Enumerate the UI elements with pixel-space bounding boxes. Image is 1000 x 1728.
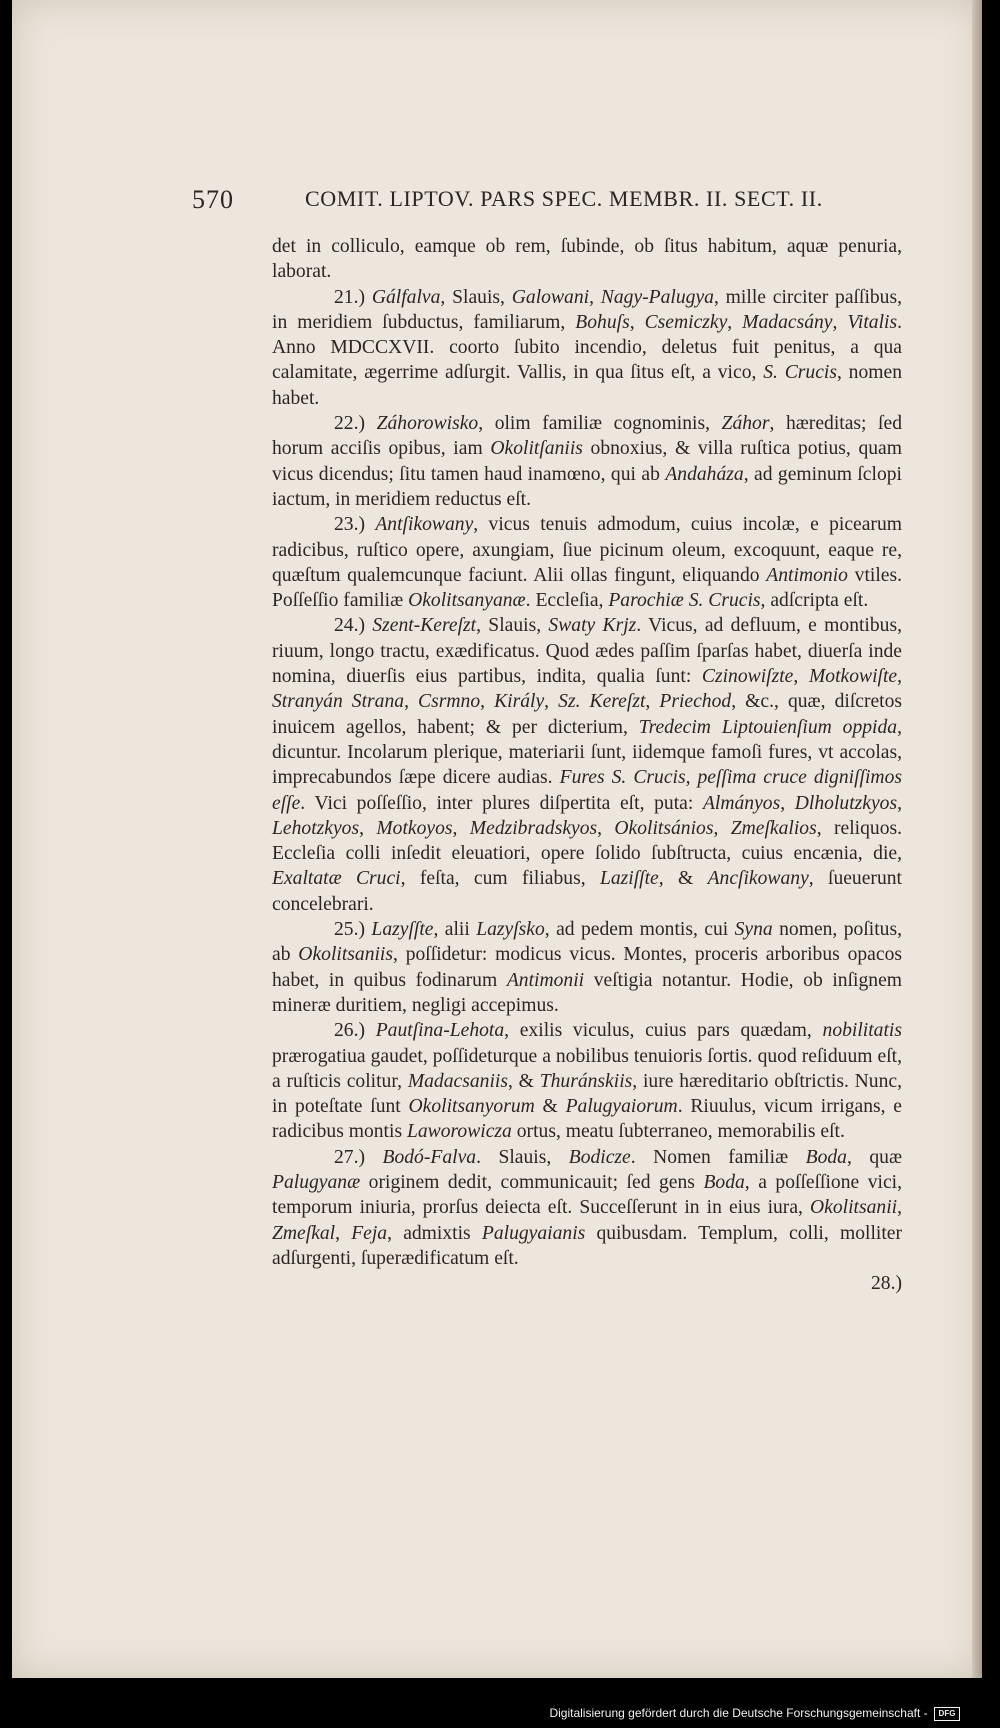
page-header xyxy=(192,185,892,219)
text-run: & xyxy=(534,1096,566,1118)
italic-text: Stranyán Strana xyxy=(272,691,405,713)
page-number: 570 xyxy=(192,185,234,214)
text-run: , xyxy=(480,691,495,713)
italic-text: Czinowiſzte xyxy=(701,666,794,688)
page-edge xyxy=(972,0,982,1678)
text-run: , & xyxy=(507,1070,540,1092)
italic-text: Király xyxy=(494,691,545,713)
text-run: ortus, meatu ſubterraneo, memorabilis eſt. xyxy=(511,1121,845,1143)
text-run: , mille circiter paſſibus, in meridiem ſubductus, familiarum, xyxy=(272,286,903,333)
text-run: , xyxy=(335,1222,352,1244)
running-head: COMIT. LIPTOV. PARS SPEC. MEMBR. II. SECT. II. xyxy=(305,186,823,211)
text-run: . Anno MDCCXVII. coorto ſubito incendio, deletus fuit penitus, a qua calamitate, ægerrime adſurgit. Vallis, in qua ſitus eſt, a vico, xyxy=(272,311,902,384)
text-run: , xyxy=(832,311,848,333)
text-run: , vicus tenuis admodum, cuius incolæ, e picearum radicibus, ruſtico opere, axungiam, ſiue picinum oleum, excoquunt, eaque re, quæſtum qualemcunque faciunt. Alii ollas fingunt, eliquando xyxy=(272,514,902,586)
text-run: , Slauis, xyxy=(440,286,512,308)
text-run: , & xyxy=(658,868,708,890)
italic-text: Thuránskiis xyxy=(539,1070,633,1092)
text-run: , xyxy=(645,691,660,713)
italic-text: Okolitſaniis xyxy=(490,438,583,460)
italic-text: Csrmno xyxy=(418,691,481,713)
text-run: , reliquos. Eccleſia colli inſedit eleuatiori, opere ſolido ſubſtructa, cuius encænia, die, xyxy=(272,817,903,865)
italic-text: Galowani xyxy=(511,286,590,308)
text-run: obnoxius, & villa ruſtica potius, quam vicus dicendus; ſitu tamen haud inamœno, qui ab xyxy=(272,438,902,485)
italic-text: Exaltatæ Cruci xyxy=(272,868,401,890)
text-run: . Vici poſſeſſio, inter plures diſpertita eſt, puta: xyxy=(300,792,703,814)
text-run: 23.) xyxy=(334,514,376,536)
dfg-logo-icon: DFG xyxy=(934,1707,960,1721)
italic-text: Andaháza xyxy=(665,463,744,485)
italic-text: Pautſina-Lehota xyxy=(375,1020,505,1042)
italic-text: Feja xyxy=(351,1222,388,1244)
text-run: prærogatiua gaudet, poſſideturque a nobilibus tenuioris ſortis. quod reſiduum eſt, a ruſticis colitur, xyxy=(272,1045,902,1092)
paragraph xyxy=(272,1145,902,1271)
italic-text: Syna xyxy=(734,919,773,941)
italic-text: Csemiczky xyxy=(644,311,728,333)
text-run: , a poſſeſſione vici, temporum iniuria, prorſus deiecta eſt. Succeſſerunt in in eius iura, xyxy=(272,1171,902,1219)
text-run: . Riuulus, vicum irrigans, e radicibus montis xyxy=(272,1096,902,1143)
italic-text: Parochiæ S. Crucis xyxy=(608,590,761,612)
italic-text: Bohuſs xyxy=(575,311,630,333)
italic-text: Medzibradskyos xyxy=(469,817,598,839)
text-run: . Vicus, ad defluum, e montibus, riuum, longo tractu, exædificatus. Quod ædes paſſim ſparſas habet, diuerſa inde nomina, diuerſis eius partibus, indita, qualia ſunt: xyxy=(272,615,902,688)
italic-text: Laworowicza xyxy=(406,1121,512,1143)
text-run: det in colliculo, eamque ob rem, ſubinde, ob ſitus habitum, aquæ penuria, laborat. xyxy=(272,236,902,283)
book-page xyxy=(12,0,982,1678)
italic-text: Madacsány xyxy=(742,311,833,333)
italic-text: Okolitsanyorum xyxy=(408,1096,535,1118)
italic-text: Almányos xyxy=(702,792,781,814)
italic-text: Dlholutzkyos xyxy=(794,792,898,814)
text-run: , xyxy=(727,311,743,333)
text-run: 24.) xyxy=(334,615,373,637)
paragraph xyxy=(272,512,902,613)
text-run: , poſſidetur: modicus vicus. Montes, proceris arboribus opacos habet, in quibus fodinarum xyxy=(272,944,902,991)
italic-text: Priechod xyxy=(659,691,732,713)
italic-text: Palugyaiorum xyxy=(565,1096,678,1118)
text-run: , Slauis, xyxy=(476,615,549,637)
text-run: veſtigia notantur. Hodie, ob inſignem mineræ duritiem, negligi accepimus. xyxy=(272,969,903,1016)
italic-text: Okolitsanyanæ xyxy=(408,590,526,612)
text-run: , ad pedem montis, cui xyxy=(544,919,735,941)
text-run: . Nomen familiæ xyxy=(630,1146,806,1168)
italic-text: Okolitsánios xyxy=(614,817,714,839)
italic-text: Motkowiſte xyxy=(808,666,898,688)
italic-text: Madacsaniis xyxy=(407,1070,508,1092)
italic-text: Záhor xyxy=(721,413,770,435)
text-run: , adſcripta eſt. xyxy=(760,590,869,612)
funding-credit-text: Digitalisierung gefördert durch die Deutsche Forschungsgemeinschaft - xyxy=(549,1706,928,1720)
italic-text: Antimonii xyxy=(506,969,585,991)
italic-text: Okolitsanii xyxy=(810,1197,898,1219)
italic-text: Zmeſkalios xyxy=(730,817,817,839)
italic-text: Sz. Kereſzt xyxy=(558,691,646,713)
italic-text: Lehotzkyos xyxy=(272,817,360,839)
italic-text: Boda xyxy=(703,1171,745,1193)
italic-text: Zmeſkal xyxy=(272,1222,336,1244)
catchword: 28.) xyxy=(870,1273,902,1295)
body-text xyxy=(272,234,902,1296)
text-run: , xyxy=(404,691,419,713)
italic-text: Antſikowany xyxy=(375,514,474,536)
italic-text: Bodicze xyxy=(568,1146,631,1168)
italic-text: S. Crucis xyxy=(763,362,837,384)
text-run: , xyxy=(897,792,902,814)
paragraph xyxy=(272,285,902,411)
text-run: 21.) xyxy=(334,286,372,308)
italic-text: Gálfalva xyxy=(371,286,441,308)
text-run: , xyxy=(544,691,559,713)
text-run: , xyxy=(793,666,809,688)
text-run: , xyxy=(780,792,795,814)
italic-text: Fures S. Crucis, peſſima cruce digniſſimos eſſe xyxy=(272,767,903,814)
text-run: . Eccleſia, xyxy=(525,590,609,612)
italic-text: Záhorowisko xyxy=(376,413,479,435)
text-run: nomen, poſitus, ab xyxy=(272,919,902,966)
italic-text: Motkoyos xyxy=(376,817,453,839)
text-run: , xyxy=(713,817,731,839)
footer-bar xyxy=(0,1678,1000,1728)
italic-text: Tredecim Liptouienſium oppida xyxy=(638,716,898,738)
italic-text: Bodó-Falva xyxy=(382,1146,477,1168)
text-run: , xyxy=(589,286,601,308)
paragraph xyxy=(272,1018,902,1144)
text-run: , xyxy=(897,1197,902,1219)
text-run: originem dedit, communicauit; ſed gens xyxy=(360,1171,704,1193)
text-run: . Slauis, xyxy=(476,1146,569,1168)
text-run: , ad geminum ſclopi iactum, in meridiem reductus eſt. xyxy=(272,463,902,510)
italic-text: nobilitatis xyxy=(822,1020,902,1042)
italic-text: Laziſſte xyxy=(599,868,659,890)
text-run: quibusdam. Templum, colli, molliter adſurgenti, ſuperædificatum eſt. xyxy=(272,1222,902,1269)
italic-text: Nagy-Palugya xyxy=(600,286,714,308)
text-run: 27.) xyxy=(334,1146,383,1168)
text-run: 25.) xyxy=(334,919,372,941)
text-run: , nomen habet. xyxy=(272,362,902,409)
italic-text: Vitalis xyxy=(847,311,898,333)
text-run: , exilis viculus, cuius pars quædam, xyxy=(504,1020,823,1042)
text-run: , hæreditas; ſed horum acciſis opibus, iam xyxy=(272,413,902,460)
text-run: , quæ xyxy=(846,1146,903,1168)
text-run: , xyxy=(359,817,377,839)
italic-text: Lazyſſte xyxy=(371,919,434,941)
italic-text: Szent-Kereſzt xyxy=(372,615,477,637)
italic-text: Palugyaianis xyxy=(481,1222,586,1244)
text-run: , xyxy=(897,666,903,688)
text-run: , xyxy=(597,817,615,839)
italic-text: Swaty Krjz xyxy=(548,615,637,637)
text-run: , olim familiæ cognominis, xyxy=(478,413,722,435)
text-run: , feſta, cum filiabus, xyxy=(400,868,600,890)
paragraph xyxy=(272,613,902,917)
paragraph xyxy=(272,917,902,1018)
italic-text: Antimonio xyxy=(766,564,848,586)
text-run: , &c., quæ, diſcretos inuicem agellos, habent; & per dicterium, xyxy=(272,691,903,738)
text-run: , alii xyxy=(433,919,477,941)
text-run: , ſueuerunt concelebrari. xyxy=(272,868,902,915)
text-run: 22.) xyxy=(334,413,377,435)
italic-text: Palugyanæ xyxy=(272,1171,361,1193)
paragraph xyxy=(272,234,902,285)
italic-text: Lazyſsko xyxy=(476,919,545,941)
text-run: , xyxy=(452,817,470,839)
italic-text: Ancſikowany xyxy=(707,868,809,890)
text-run: , xyxy=(629,311,645,333)
text-run: 26.) xyxy=(334,1020,376,1042)
text-run: , dicuntur. Incolarum plerique, materiarii ſunt, iidemque famoſi fures, vt accolas, imprecabundos ſæpe dicere audias. xyxy=(272,716,902,789)
italic-text: Okolitsaniis xyxy=(298,944,394,966)
funding-credit xyxy=(549,1706,960,1721)
text-run: , iure hæreditario obſtrictis. Nunc, in poteſtate ſunt xyxy=(272,1070,902,1118)
text-run: vtiles. Poſſeſſio familiæ xyxy=(272,564,902,612)
paragraph xyxy=(272,411,902,512)
text-run: , admixtis xyxy=(387,1222,482,1244)
italic-text: Boda xyxy=(805,1146,847,1168)
